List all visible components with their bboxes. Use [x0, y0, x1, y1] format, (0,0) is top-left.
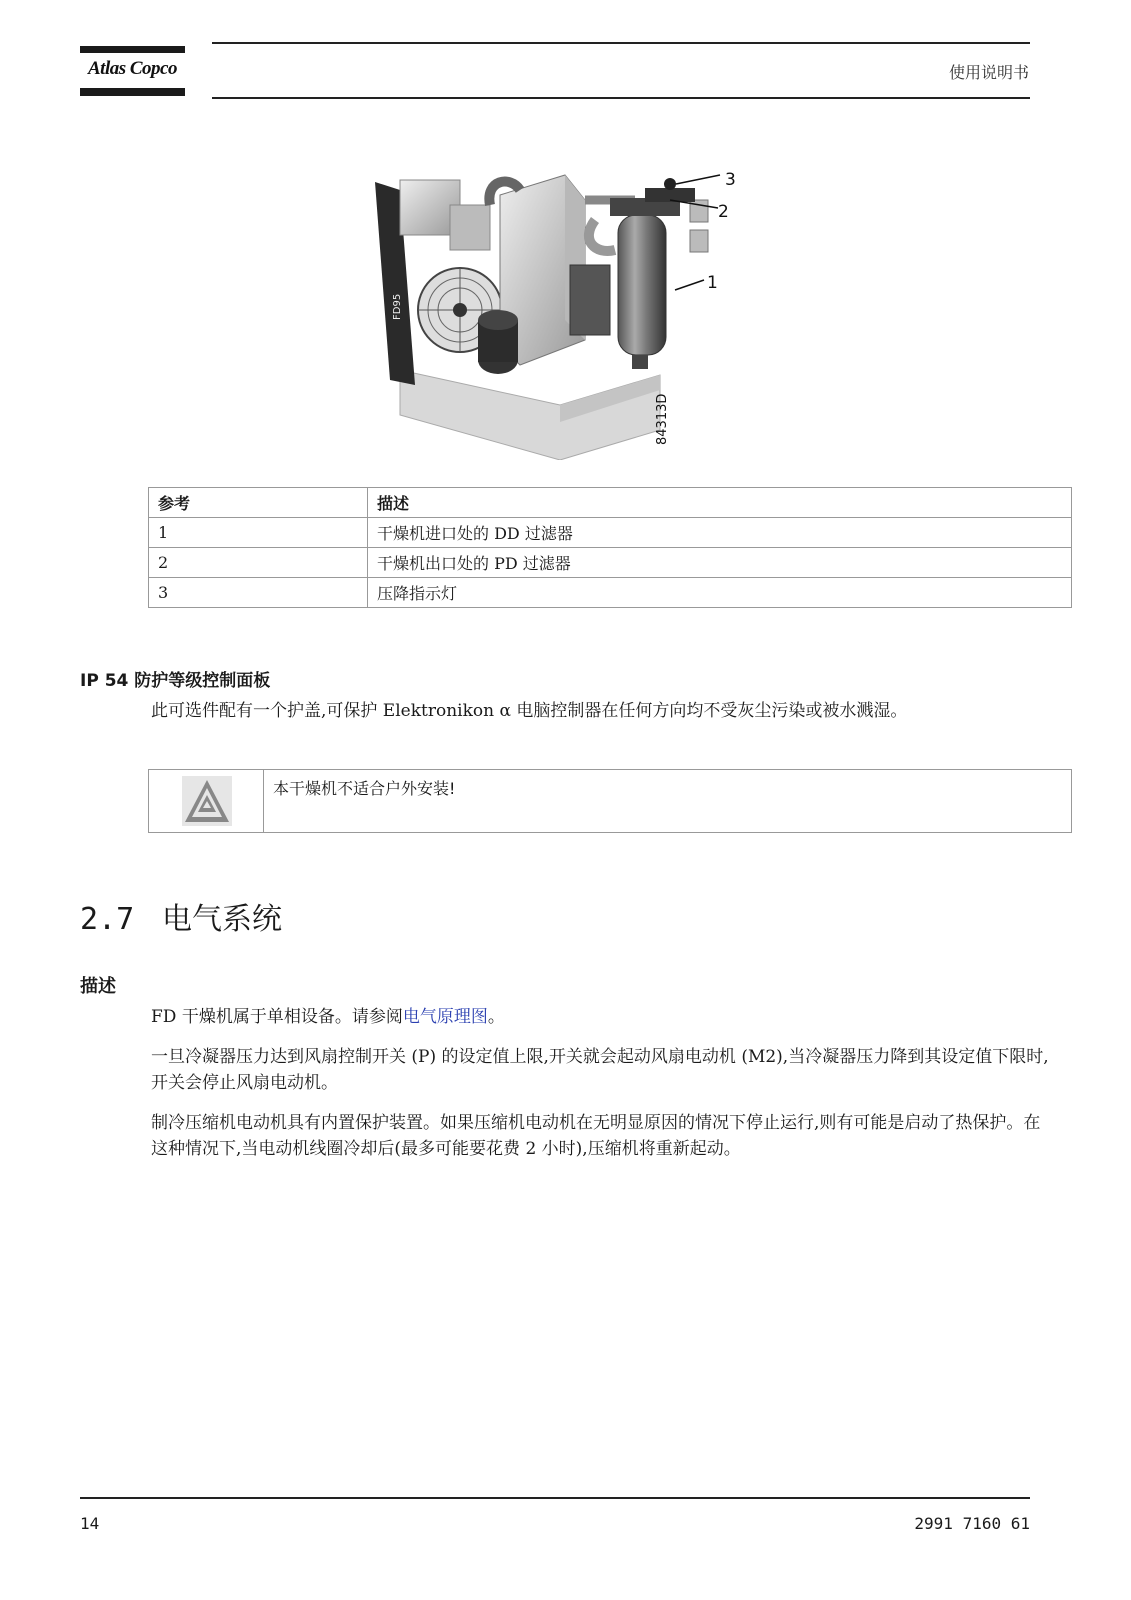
- footer-rule: [80, 1497, 1030, 1499]
- section-number: 2.7: [80, 902, 135, 937]
- header-bottom-rule: [212, 97, 1030, 99]
- warning-text: 本干燥机不适合户外安装!: [273, 779, 456, 798]
- paragraph-1-end: 。: [487, 1007, 505, 1027]
- reference-table: [148, 487, 1072, 608]
- figure-code: 84313D: [655, 393, 670, 445]
- paragraph-3: 制冷压缩机电动机具有内置保护装置。如果压缩机电动机在无明显原因的情况下停止运行,则有可能是启动了热保护。在这种情况下,当电动机线圈冷却后(最多可能要花费 2 小时),压缩机将重新起动。: [151, 1113, 1041, 1159]
- table-header-ref: 参考: [149, 488, 368, 518]
- warning-icon-cell: [149, 770, 264, 832]
- description-heading: 描述: [80, 976, 116, 997]
- logo-text: Atlas Copco: [88, 58, 177, 79]
- table-cell-desc: 干燥机出口处的 PD 过滤器: [368, 548, 1072, 578]
- logo-bottom-bar: [80, 88, 185, 96]
- warning-box: [148, 769, 1072, 833]
- warning-triangle-icon: [149, 770, 263, 832]
- model-label: FD95: [392, 293, 403, 320]
- table-cell-ref: 1: [149, 518, 368, 548]
- logo-top-bar: [80, 46, 185, 53]
- table-cell-ref: 3: [149, 578, 368, 608]
- table-header-row: [149, 488, 1072, 518]
- document-number: 2991 7160 61: [914, 1514, 1030, 1533]
- callout-1: 1: [707, 273, 718, 293]
- table-cell-desc: 压降指示灯: [368, 578, 1072, 608]
- section-title: [80, 894, 282, 938]
- dryer-figure: [370, 160, 750, 460]
- header-title: 使用说明书: [948, 63, 1029, 82]
- table-header-desc: 描述: [368, 488, 1072, 518]
- page-number: 14: [80, 1514, 100, 1533]
- ip54-text: 此可选件配有一个护盖,可保护 Elektronikon α 电脑控制器在任何方向均不受灰尘污染或被水溅湿。: [151, 701, 908, 721]
- table-row: [149, 578, 1072, 608]
- callout-3: 3: [725, 170, 736, 190]
- table-cell-desc: 干燥机进口处的 DD 过滤器: [368, 518, 1072, 548]
- section-title-text: 电气系统: [162, 902, 282, 937]
- paragraph-1-text: FD 干燥机属于单相设备。请参阅: [151, 1007, 403, 1027]
- table-row: [149, 548, 1072, 578]
- paragraph-2: 一旦冷凝器压力达到风扇控制开关 (P) 的设定值上限,开关就会起动风扇电动机 (M2),当冷凝器压力降到其设定值下限时,开关会停止风扇电动机。: [151, 1047, 1049, 1093]
- table-row: [149, 518, 1072, 548]
- dryer-illustration: [370, 160, 750, 460]
- header-top-rule: [212, 42, 1030, 44]
- table-cell-ref: 2: [149, 548, 368, 578]
- paragraph-1: [151, 1004, 1056, 1030]
- electrical-diagram-link[interactable]: 电气原理图: [402, 1007, 488, 1027]
- callout-2: 2: [718, 202, 729, 222]
- ip54-heading: IP 54 防护等级控制面板: [80, 671, 271, 691]
